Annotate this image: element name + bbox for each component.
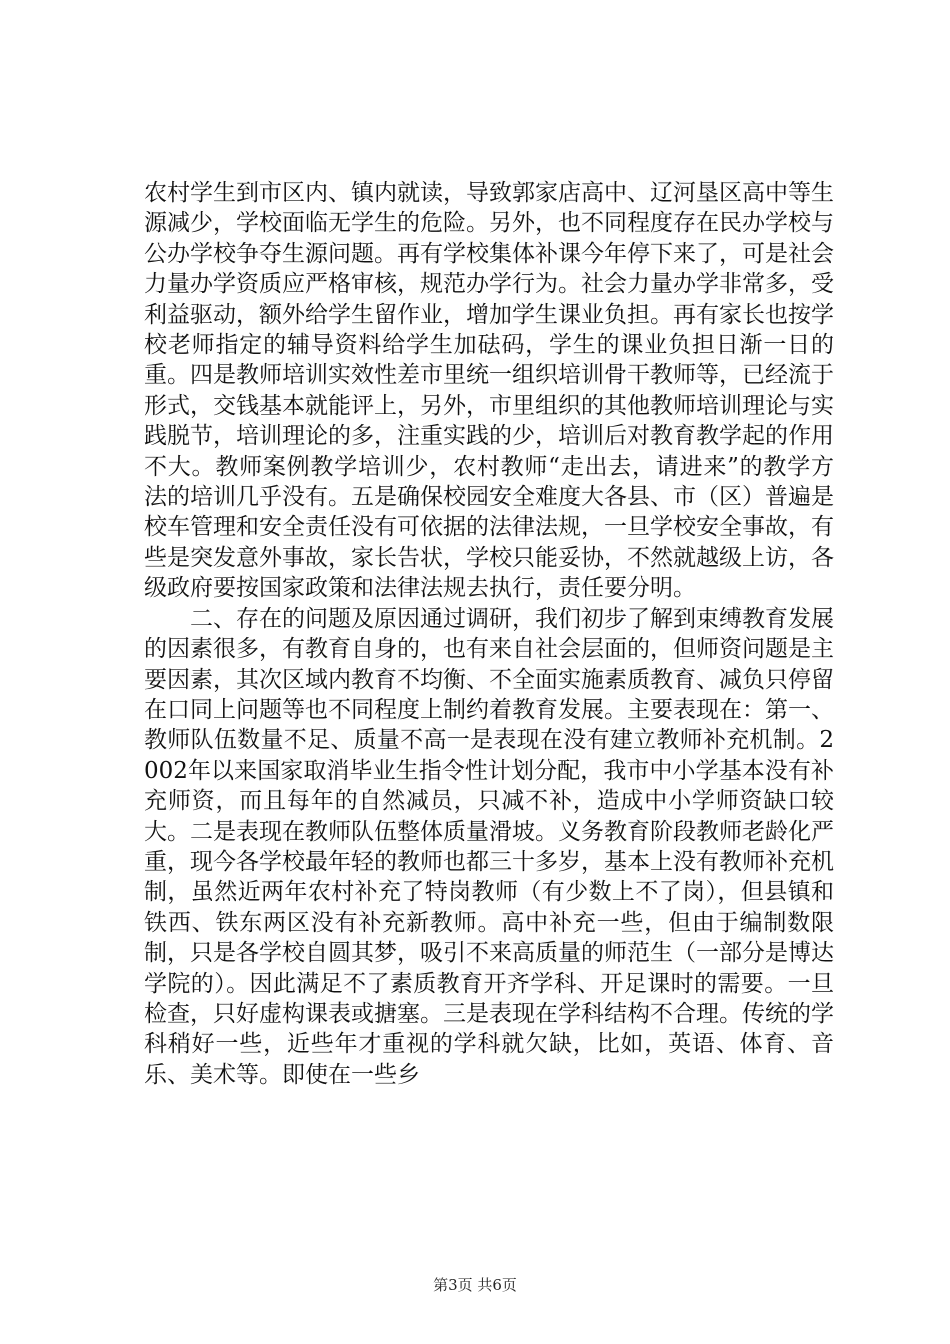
paragraph-1: 农村学生到市区内、镇内就读，导致郭家店高中、辽河垦区高中等生源减少，学校面临无学生的危险。另外，也不同程度存在民办学校与公办学校争夺生源问题。再有学校集体补课今年停下来了，可是社会力量办学资质应严格审核，规范办学行为。社会力量办学非常多，受利益驱动，额外给学生留作业，增加学生课业负担。再有家长也按学校老师指定的辅导资料给学生加砝码，学生的课业负担日渐一日的重。四是教师培训实效性差市里统一组织培训骨干教师等，已经流于形式，交钱基本就能评上，另外，市里组织的其他教师培训理论与实践脱节，培训理论的多，注重实践的少，培训后对教育教学起的作用不大。教师案例教学培训少，农村教师“走出去，请进来”的教学方法的培训几乎没有。五是确保校园安全难度大各县、市（区）普遍是校车管理和安全责任没有可依据的法律法规，一旦学校安全事故，有些是突发意外事故，家长告状，学校只能妥协，不然就越级上访，各级政府要按国家政策和法律法规去执行，责任要分明。 (144, 180, 834, 602)
page-footer: 第3页 共6页 (433, 1276, 517, 1294)
document-body (144, 178, 834, 1090)
paragraph-2: 二、存在的问题及原因通过调研，我们初步了解到束缚教育发展的因素很多，有教育自身的，也有来自社会层面的，但师资问题是主要因素，其次区域内教育不均衡、不全面实施素质教育、减负只停留在口同上问题等也不同程度上制约着教育发展。主要表现在：第一、教师队伍数量不足、质量不高一是表现在没有建立教师补充机制。2002年以来国家取消毕业生指令性计划分配，我市中小学基本没有补充师资，而且每年的自然减员，只减不补，造成中小学师资缺口较大。二是表现在教师队伍整体质量滑坡。义务教育阶段教师老龄化严重，现今各学校最年轻的教师也都三十多岁，基本上没有教师补充机制，虽然近两年农村补充了特岗教师（有少数上不了岗），但县镇和铁西、铁东两区没有补充新教师。高中补充一些，但由于编制数限制，只是各学校自圆其梦，吸引不来高质量的师范生（一部分是博达学院的）。因此满足不了素质教育开齐学科、开足课时的需要。一旦检查，只好虚构课表或搪塞。三是表现在学科结构不合理。传统的学科稍好一些，近些年才重视的学科就欠缺，比如，英语、体育、音乐、美术等。即使在一些乡 (144, 605, 834, 1088)
